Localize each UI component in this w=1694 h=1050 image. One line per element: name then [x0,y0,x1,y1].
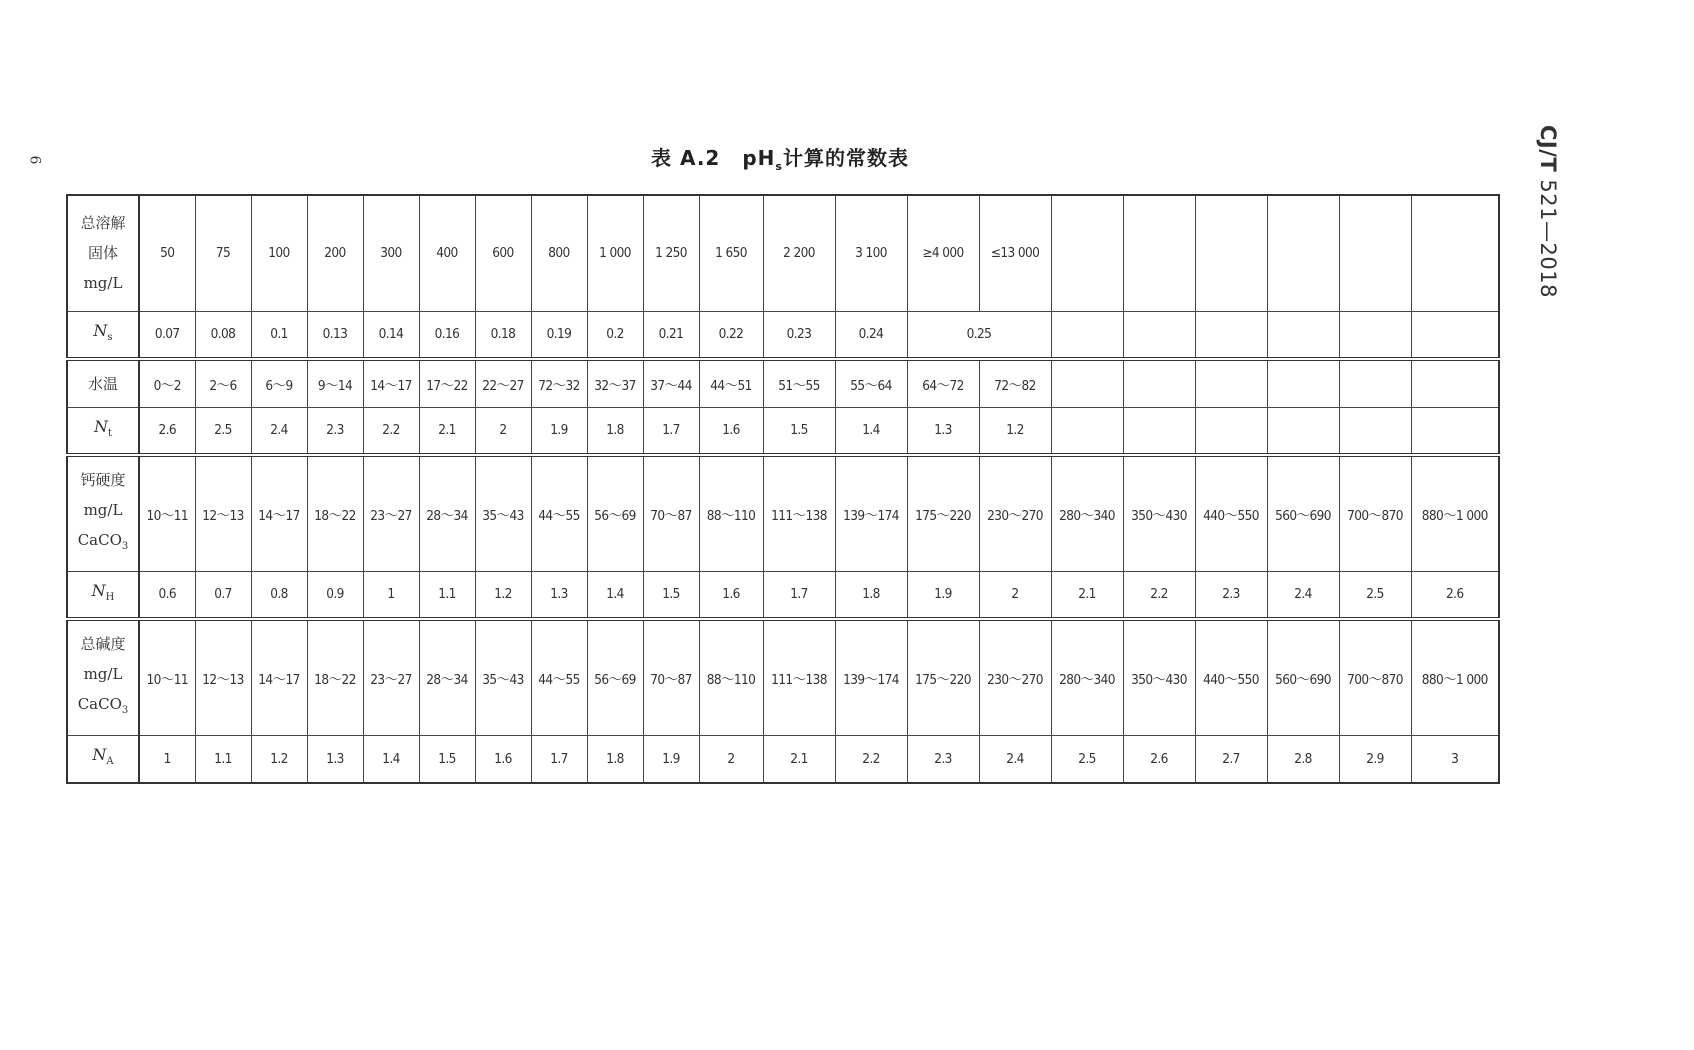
cell-ca: 35～43 [475,455,531,571]
cell-temp: 72～82 [979,359,1051,407]
cell-temp-empty [1339,359,1411,407]
cell-tds: 400 [419,195,475,311]
cell-tds: 100 [251,195,307,311]
header-nt [67,407,139,455]
cell-tds: 600 [475,195,531,311]
cell-nt: 2.2 [363,407,419,455]
cell-ca: 175～220 [907,455,979,571]
cell-na: 1.8 [587,735,643,783]
cell-na: 2.3 [907,735,979,783]
cell-temp: 37～44 [643,359,699,407]
cell-alk: 440～550 [1195,619,1267,735]
cell-nh: 0.6 [139,571,195,619]
cell-nt-empty [1411,407,1499,455]
header-line: mg/L [83,274,123,293]
header-subscript: 3 [121,705,129,717]
cell-na: 1 [139,735,195,783]
cell-temp-empty [1123,359,1195,407]
cell-ca: 10～11 [139,455,195,571]
cell-na: 1.4 [363,735,419,783]
header-line: 总碱度 [80,635,126,654]
table-title-prefix: 表 A.2 [651,146,721,170]
cell-ca: 560～690 [1267,455,1339,571]
cell-nh: 1.5 [643,571,699,619]
row-nt [67,407,1499,455]
row-na [67,735,1499,783]
cell-ns: 0.14 [363,311,419,359]
cell-temp: 14～17 [363,359,419,407]
cell-nt: 1.3 [907,407,979,455]
cell-alk: 23～27 [363,619,419,735]
cell-na: 1.1 [195,735,251,783]
table-title-ph-subscript: s [775,160,783,173]
cell-ca: 700～870 [1339,455,1411,571]
cell-ns: 0.22 [699,311,763,359]
cell-ca: 28～34 [419,455,475,571]
row-ns [67,311,1499,359]
cell-na: 2.6 [1123,735,1195,783]
header-text: CaCO [77,531,122,550]
cell-tds: 200 [307,195,363,311]
cell-ns: 0.08 [195,311,251,359]
cell-ca: 880～1 000 [1411,455,1499,571]
cell-tds: 75 [195,195,251,311]
cell-nh: 1.7 [763,571,835,619]
cell-na: 2.4 [979,735,1051,783]
cell-alk: 560～690 [1267,619,1339,735]
cell-tds-empty [1339,195,1411,311]
header-water-temperature: 水温 [67,359,139,407]
cell-tds: 3 100 [835,195,907,311]
cell-na: 2.9 [1339,735,1411,783]
header-text: CaCO [77,695,122,714]
cell-nh: 2 [979,571,1051,619]
page-number: 6 [26,155,43,165]
cell-nt-empty [1195,407,1267,455]
cell-nt-empty [1051,407,1123,455]
header-line [68,525,138,562]
cell-nh: 2.1 [1051,571,1123,619]
cell-alk: 139～174 [835,619,907,735]
cell-ns-empty [1123,311,1195,359]
cell-nh: 2.4 [1267,571,1339,619]
cell-tds: ≤13 000 [979,195,1051,311]
cell-alk: 12～13 [195,619,251,735]
cell-na: 1.2 [251,735,307,783]
header-total-dissolved-solids [67,195,139,311]
cell-tds: 300 [363,195,419,311]
symbol-subscript: H [105,591,115,603]
cell-alk: 10～11 [139,619,195,735]
cell-nh: 0.7 [195,571,251,619]
cell-ns: 0.2 [587,311,643,359]
row-calcium-hardness [67,455,1499,571]
cell-tds: ≥4 000 [907,195,979,311]
cell-nh: 2.6 [1411,571,1499,619]
cell-nh: 1.4 [587,571,643,619]
cell-ns: 0.18 [475,311,531,359]
cell-temp: 2～6 [195,359,251,407]
cell-tds: 2 200 [763,195,835,311]
cell-ca: 56～69 [587,455,643,571]
cell-ca: 18～22 [307,455,363,571]
header-line: 固体 [87,244,118,263]
cell-nh: 0.8 [251,571,307,619]
cell-ns-empty [1051,311,1123,359]
cell-tds: 50 [139,195,195,311]
cell-tds: 1 650 [699,195,763,311]
cell-tds: 1 250 [643,195,699,311]
cell-alk: 28～34 [419,619,475,735]
cell-ca: 139～174 [835,455,907,571]
cell-ns: 0.1 [251,311,307,359]
cell-ns: 0.19 [531,311,587,359]
cell-temp: 44～51 [699,359,763,407]
row-nh [67,571,1499,619]
cell-ca: 70～87 [643,455,699,571]
symbol: N [93,320,108,340]
cell-ca: 23～27 [363,455,419,571]
cell-nt-empty [1339,407,1411,455]
cell-na: 1.6 [475,735,531,783]
cell-tds: 800 [531,195,587,311]
cell-alk: 230～270 [979,619,1051,735]
header-nh [67,571,139,619]
cell-nh: 2.2 [1123,571,1195,619]
cell-ca: 350～430 [1123,455,1195,571]
cell-nt-empty [1123,407,1195,455]
cell-alk: 70～87 [643,619,699,735]
cell-na: 2.8 [1267,735,1339,783]
symbol-subscript: t [107,427,113,439]
symbol: N [91,580,106,600]
symbol-subscript: s [107,331,113,343]
symbol-subscript: A [106,756,114,768]
cell-alk: 56～69 [587,619,643,735]
cell-tds-empty [1051,195,1123,311]
cell-na: 3 [1411,735,1499,783]
cell-ca: 230～270 [979,455,1051,571]
table-title-ph: pH [742,146,776,170]
table-title [0,142,1560,173]
constants-table [66,194,1500,784]
header-line: 总溶解 [80,214,126,233]
header-na [67,735,139,783]
cell-nt-empty [1267,407,1339,455]
cell-ns: 0.16 [419,311,475,359]
cell-tds-empty [1123,195,1195,311]
cell-ca: 44～55 [531,455,587,571]
cell-ns-empty [1195,311,1267,359]
cell-na: 2.7 [1195,735,1267,783]
cell-nt: 2.3 [307,407,363,455]
header-line: 钙硬度 [80,471,126,490]
header-ns [67,311,139,359]
symbol: N [93,416,108,436]
cell-ns: 0.21 [643,311,699,359]
cell-na: 1.7 [531,735,587,783]
cell-na: 2.2 [835,735,907,783]
cell-nt: 2 [475,407,531,455]
cell-alk: 350～430 [1123,619,1195,735]
cell-nt: 1.8 [587,407,643,455]
cell-ns: 0.13 [307,311,363,359]
cell-nt: 2.5 [195,407,251,455]
cell-na: 2 [699,735,763,783]
cell-nt: 1.9 [531,407,587,455]
cell-nh: 0.9 [307,571,363,619]
cell-ns-empty [1339,311,1411,359]
symbol: N [92,745,107,765]
cell-nt: 2.1 [419,407,475,455]
cell-temp-empty [1411,359,1499,407]
cell-na: 2.5 [1051,735,1123,783]
cell-ca: 280～340 [1051,455,1123,571]
table-title-rest: 计算的常数表 [782,146,909,170]
row-total-dissolved-solids [67,195,1499,311]
cell-temp: 55～64 [835,359,907,407]
cell-alk: 700～870 [1339,619,1411,735]
cell-ca: 440～550 [1195,455,1267,571]
cell-ns-empty [1267,311,1339,359]
header-total-alkalinity [67,619,139,735]
cell-temp: 9～14 [307,359,363,407]
cell-temp: 51～55 [763,359,835,407]
cell-nh: 1.3 [531,571,587,619]
cell-nh: 2.3 [1195,571,1267,619]
cell-temp: 17～22 [419,359,475,407]
cell-nt: 1.7 [643,407,699,455]
header-line: mg/L [83,665,123,684]
cell-ns-merged: 0.25 [907,311,1051,359]
cell-tds: 1 000 [587,195,643,311]
cell-ca: 12～13 [195,455,251,571]
cell-nh: 1.1 [419,571,475,619]
header-calcium-hardness [67,455,139,571]
cell-ns: 0.23 [763,311,835,359]
cell-alk: 44～55 [531,619,587,735]
cell-na: 2.1 [763,735,835,783]
cell-nh: 2.5 [1339,571,1411,619]
cell-tds-empty [1267,195,1339,311]
cell-alk: 18～22 [307,619,363,735]
cell-nh: 1.2 [475,571,531,619]
cell-tds-empty [1195,195,1267,311]
cell-temp: 0～2 [139,359,195,407]
cell-tds-empty [1411,195,1499,311]
cell-alk: 111～138 [763,619,835,735]
cell-alk: 14～17 [251,619,307,735]
cell-nt: 1.6 [699,407,763,455]
header-subscript: 3 [121,541,129,553]
cell-ns: 0.07 [139,311,195,359]
document-code-number: 521—2018 [1536,179,1560,298]
cell-nh: 1.9 [907,571,979,619]
cell-temp-empty [1267,359,1339,407]
cell-na: 1.3 [307,735,363,783]
cell-alk: 175～220 [907,619,979,735]
cell-nt: 2.4 [251,407,307,455]
document-code-prefix: CJ/T [1536,125,1560,173]
cell-ca: 111～138 [763,455,835,571]
cell-nt: 1.5 [763,407,835,455]
cell-ns: 0.24 [835,311,907,359]
cell-nh: 1.6 [699,571,763,619]
header-line: mg/L [83,501,123,520]
cell-nt: 1.2 [979,407,1051,455]
cell-alk: 88～110 [699,619,763,735]
row-water-temperature [67,359,1499,407]
cell-alk: 35～43 [475,619,531,735]
cell-temp: 32～37 [587,359,643,407]
cell-temp: 6～9 [251,359,307,407]
cell-alk: 880～1 000 [1411,619,1499,735]
cell-temp-empty [1195,359,1267,407]
cell-nh: 1.8 [835,571,907,619]
cell-na: 1.5 [419,735,475,783]
cell-ns-empty [1411,311,1499,359]
cell-alk: 280～340 [1051,619,1123,735]
cell-temp: 64～72 [907,359,979,407]
cell-temp: 22～27 [475,359,531,407]
cell-nt: 1.4 [835,407,907,455]
header-line [68,689,138,726]
cell-ca: 14～17 [251,455,307,571]
cell-ca: 88～110 [699,455,763,571]
cell-temp-empty [1051,359,1123,407]
cell-temp: 72～32 [531,359,587,407]
row-total-alkalinity [67,619,1499,735]
cell-na: 1.9 [643,735,699,783]
cell-nh: 1 [363,571,419,619]
cell-nt: 2.6 [139,407,195,455]
